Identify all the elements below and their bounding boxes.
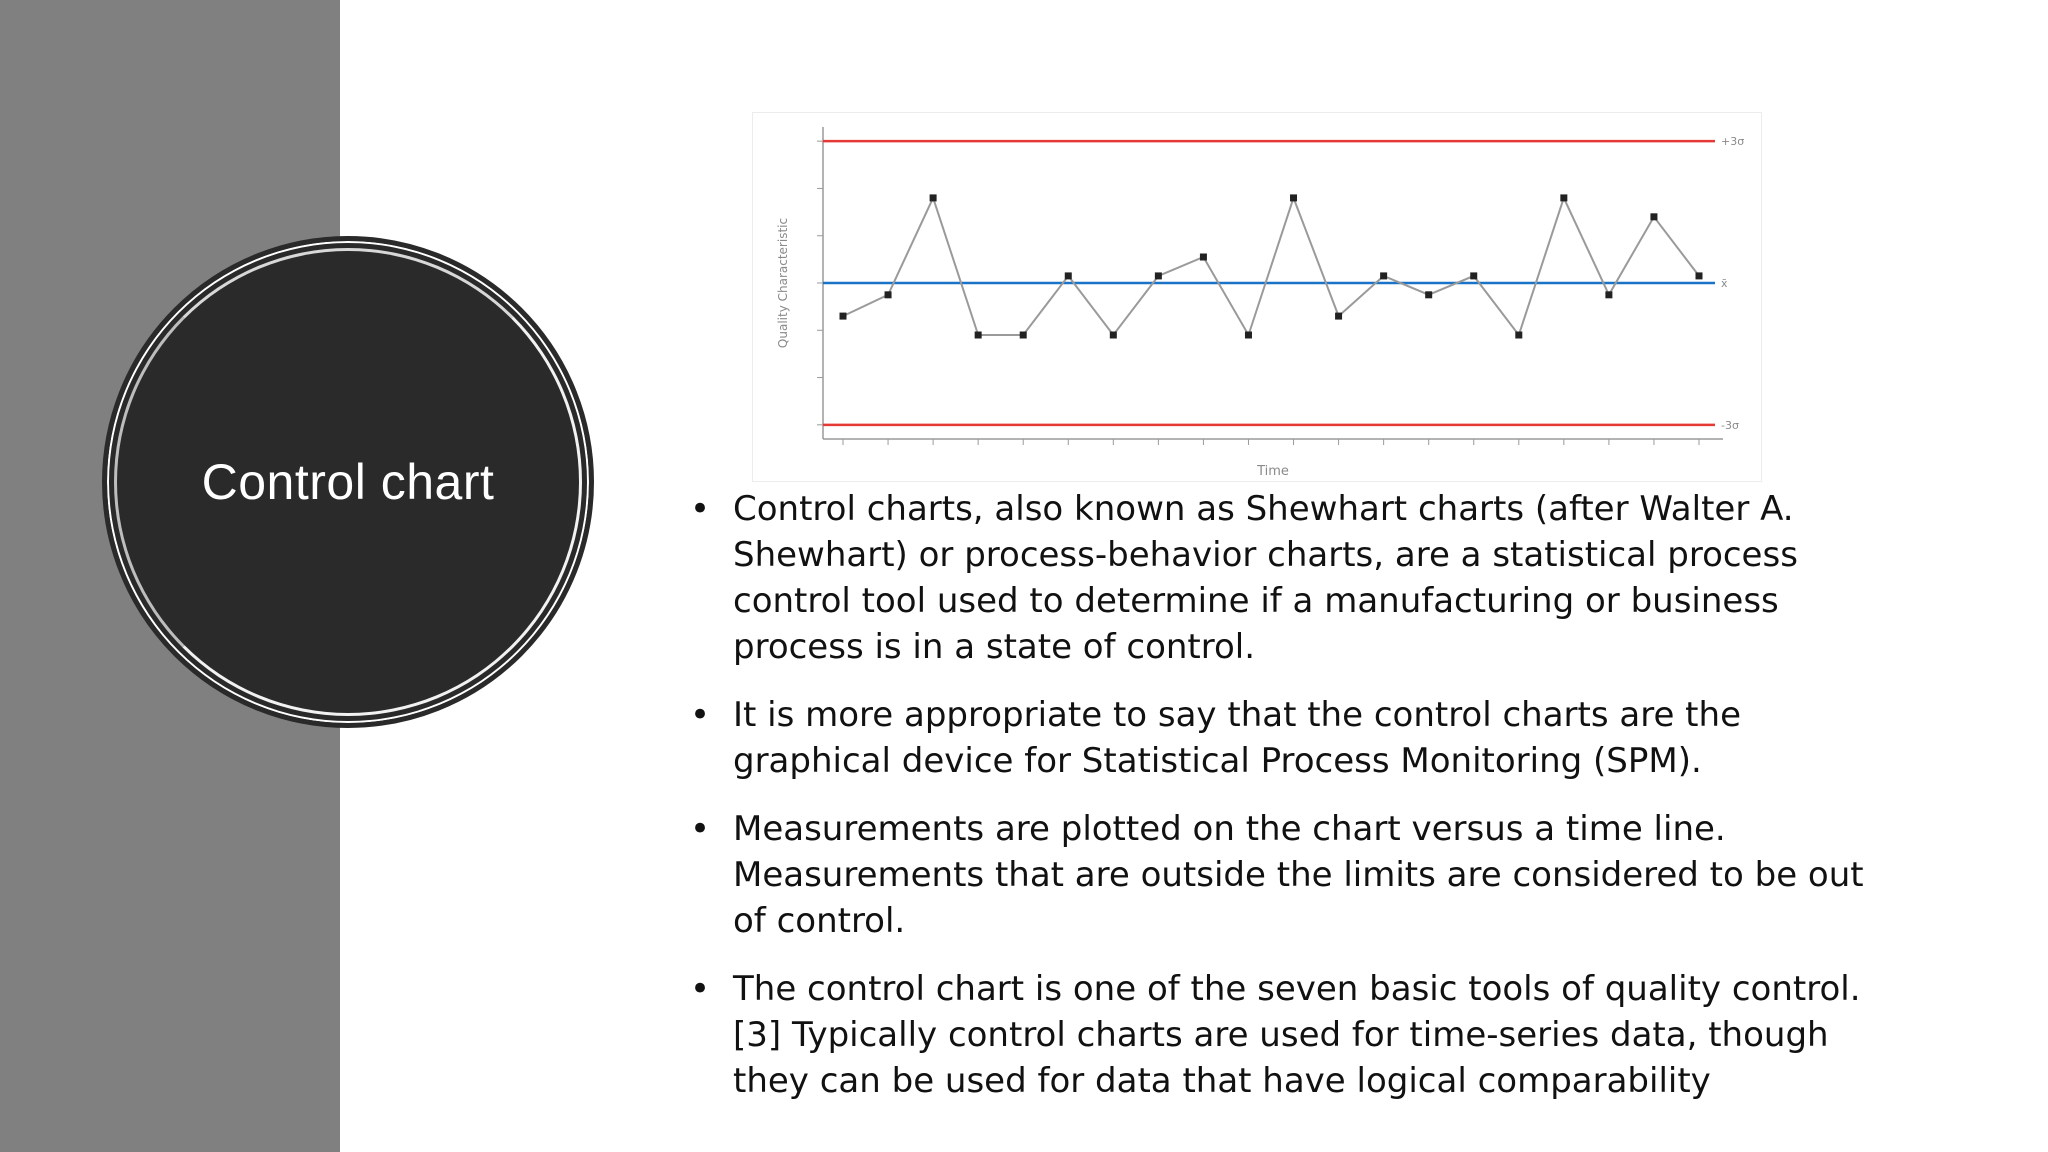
- bullet-marker: •: [690, 489, 711, 529]
- data-point: [1020, 332, 1027, 339]
- control-limit-label: x̄: [1721, 277, 1728, 290]
- x-axis-label: Time: [1257, 464, 1289, 479]
- bullet-item: [690, 692, 1870, 784]
- bullet-text: Control charts, also known as Shewhart charts (after Walter A. Shewhart) or process-behavior charts, are a statistical process control tool used to determine if a manufacturing or business process is in a state of control.: [733, 489, 1798, 667]
- bullet-text: It is more appropriate to say that the control charts are the graphical device for Statistical Process Monitoring (SPM).: [733, 695, 1741, 781]
- control-chart-svg: [753, 113, 1763, 483]
- data-point: [975, 332, 982, 339]
- bullet-marker: •: [690, 809, 711, 849]
- data-point: [1110, 332, 1117, 339]
- data-point: [1515, 332, 1522, 339]
- data-point: [930, 194, 937, 201]
- bullet-list: [690, 486, 1870, 1126]
- data-point: [1200, 254, 1207, 261]
- data-point: [1245, 332, 1252, 339]
- chart-axes: [817, 127, 1723, 445]
- bullet-item: [690, 966, 1870, 1104]
- control-limit-label: -3σ: [1721, 418, 1739, 432]
- data-point: [1335, 313, 1342, 320]
- data-point: [1380, 272, 1387, 279]
- data-point: [1650, 213, 1657, 220]
- bullet-text: Measurements are plotted on the chart versus a time line. Measurements that are outside the limits are considered to be out of control.: [733, 809, 1864, 941]
- control-chart: [752, 112, 1762, 482]
- data-point: [1470, 272, 1477, 279]
- data-point: [1290, 194, 1297, 201]
- chart-series: [840, 194, 1703, 338]
- y-axis-label: Quality Characteristic: [776, 217, 790, 349]
- data-point: [1605, 291, 1612, 298]
- bullet-marker: •: [690, 695, 711, 735]
- data-point: [1155, 272, 1162, 279]
- chart-labels: [776, 135, 1744, 479]
- bullet-marker: •: [690, 969, 711, 1009]
- chart-control-lines: [823, 141, 1715, 425]
- data-point: [885, 291, 892, 298]
- slide-title: Control chart: [201, 454, 495, 510]
- series-line: [843, 198, 1699, 335]
- data-point: [840, 313, 847, 320]
- bullet-item: [690, 486, 1870, 670]
- control-limit-label: +3σ: [1721, 135, 1745, 149]
- data-point: [1065, 272, 1072, 279]
- data-point: [1696, 272, 1703, 279]
- data-point: [1560, 194, 1567, 201]
- data-point: [1425, 291, 1432, 298]
- bullet-item: [690, 806, 1870, 944]
- bullet-text: The control chart is one of the seven basic tools of quality control.[3] Typically control charts are used for time-series data, though they can be used for data that have logical comparability: [733, 969, 1861, 1101]
